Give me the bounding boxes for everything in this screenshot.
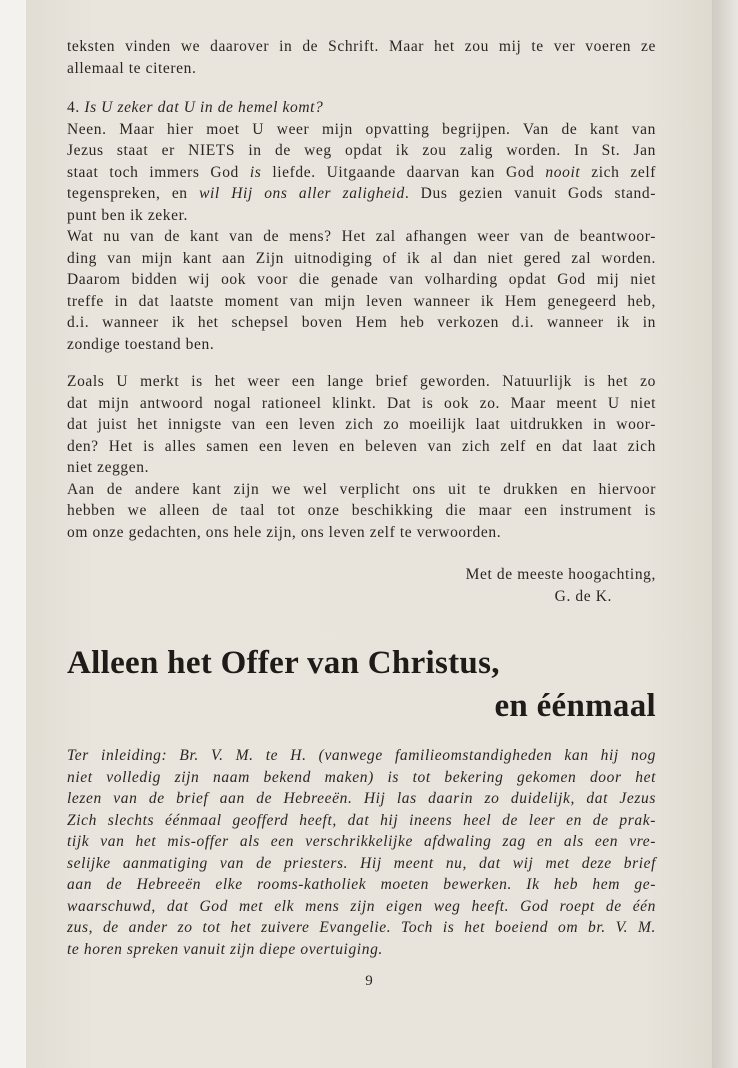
text-line bbox=[67, 436, 656, 458]
text-line bbox=[67, 745, 656, 767]
text-segment: niet volledig zijn naam bekend maken) is tot bekering gekomen door het bbox=[67, 768, 656, 786]
text-line bbox=[67, 810, 656, 832]
closing-paragraph bbox=[67, 371, 656, 543]
text-line bbox=[67, 917, 656, 939]
text-line bbox=[67, 831, 656, 853]
text-line bbox=[67, 393, 656, 415]
text-line bbox=[67, 183, 656, 205]
italic-text: wil Hij ons aller zaligheid bbox=[199, 185, 405, 202]
text-segment: Jezus staat er NIETS in de weg opdat ik zou zalig worden. In St. Jan bbox=[67, 142, 656, 159]
text-line bbox=[67, 767, 656, 789]
text-segment: waarschuwd, dat God met elk mens zijn eigen weg heeft. God roept de één bbox=[67, 897, 656, 915]
text-segment: aan de Hebreeën elke rooms-katholiek moeten bewerken. Ik heb hem ge- bbox=[67, 876, 656, 893]
text-line bbox=[67, 896, 656, 918]
text-segment: allemaal te citeren. bbox=[67, 59, 197, 77]
text-line bbox=[67, 457, 656, 479]
text-segment: punt ben ik zeker. bbox=[67, 206, 188, 224]
text-segment: te horen spreken vanuit zijn diepe overtuiging. bbox=[67, 940, 383, 958]
text-segment: dat juist het innigste van een leven zich zo moeilijk laat uitdrukken in woor- bbox=[67, 416, 656, 433]
text-segment: liefde. Uitgaande daarvan kan God bbox=[261, 163, 546, 181]
text-segment: zus, de ander zo tot het zuivere Evangelie. Toch is het boeiend om br. V. M. bbox=[67, 919, 656, 936]
article-intro bbox=[67, 745, 656, 960]
text-segment: hebben we alleen de taal tot onze beschikking die maar een instrument is bbox=[67, 502, 656, 519]
text-line bbox=[67, 226, 656, 248]
text-line bbox=[67, 291, 656, 313]
text-segment: Daarom bidden wij ook voor die genade van volharding opdat God mij niet bbox=[67, 271, 656, 288]
text-segment: selijke aanmatiging van de priesters. Hij meent nu, dat wij met deze brief bbox=[67, 854, 656, 872]
text-line bbox=[67, 140, 656, 162]
text-line bbox=[67, 939, 656, 961]
text-line bbox=[67, 371, 656, 393]
text-segment: om onze gedachten, ons hele zijn, ons leven zelf te verwoorden. bbox=[67, 523, 502, 541]
text-line bbox=[67, 269, 656, 291]
text-segment: 4. bbox=[67, 99, 85, 116]
text-line bbox=[67, 500, 656, 522]
page-number: 9 bbox=[365, 973, 373, 989]
text-line bbox=[67, 788, 656, 810]
text-segment: Neen. Maar hier moet U weer mijn opvatting begrijpen. Van de kant van bbox=[67, 120, 656, 138]
text-segment: zich zelf bbox=[580, 163, 657, 181]
text-segment: teksten vinden we daarover in de Schrift. Maar het zou mij te ver voeren ze bbox=[67, 38, 656, 55]
text-segment: tegenspreken, en bbox=[67, 185, 200, 202]
text-segment: d.i. wanneer ik het schepsel boven Hem heb verkozen d.i. wanneer ik in bbox=[67, 314, 656, 331]
letter-paragraph-top bbox=[67, 36, 656, 79]
text-line bbox=[67, 312, 656, 334]
text-line bbox=[67, 853, 656, 875]
article-title-line2: en éénmaal bbox=[494, 688, 656, 724]
text-line bbox=[67, 58, 656, 80]
text-segment: Ter inleiding: Br. V. M. te H. (vanwege familieomstandigheden kan hij nog bbox=[67, 747, 656, 764]
text-line bbox=[67, 414, 656, 436]
article-title-line1: Alleen het Offer van Christus, bbox=[67, 645, 500, 681]
text-segment: Aan de andere kant zijn we wel verplicht ons uit te drukken en hiervoor bbox=[67, 480, 656, 498]
text-segment: Zoals U merkt is het weer een lange brief geworden. Natuurlijk is het zo bbox=[67, 373, 656, 390]
text-segment: staat toch immers God bbox=[67, 163, 250, 181]
signature-name: G. de K. bbox=[554, 587, 612, 605]
text-segment: den? Het is alles samen een leven en beleven van zich zelf en dat laat zich bbox=[67, 437, 656, 455]
text-segment: zondige toestand ben. bbox=[67, 335, 215, 353]
text-segment: treffe in dat laatste moment van mijn leven wanneer ik Hem genegeerd heb, bbox=[67, 292, 656, 310]
text-segment: . Dus gezien vanuit Gods stand- bbox=[404, 185, 656, 202]
italic-text: nooit bbox=[545, 163, 581, 181]
text-segment: Zich slechts éénmaal geofferd heeft, dat hij ineens heel de leer en de prak- bbox=[67, 811, 656, 829]
text-line bbox=[67, 205, 656, 227]
text-line bbox=[67, 334, 656, 356]
text-segment: niet zeggen. bbox=[67, 459, 150, 476]
italic-text: is bbox=[249, 163, 262, 181]
text-segment: Wat nu van de kant van de mens? Het zal afhangen weer van de beantwoor- bbox=[67, 228, 656, 245]
text-line bbox=[67, 119, 656, 141]
question-4-section bbox=[67, 97, 656, 355]
text-segment: dat mijn antwoord nogal rationeel klinkt. Dat is ook zo. Maar meent U niet bbox=[67, 394, 656, 412]
page-edge bbox=[712, 0, 738, 1068]
text-line bbox=[67, 479, 656, 501]
text-line bbox=[67, 97, 656, 119]
italic-text: Is U zeker dat U in de hemel komt? bbox=[84, 99, 324, 116]
text-line bbox=[67, 248, 656, 270]
text-line bbox=[67, 522, 656, 544]
text-segment: ding van mijn kant aan Zijn uitnodiging of ik al dan niet gered zal worden. bbox=[67, 249, 656, 267]
text-line bbox=[67, 162, 656, 184]
signature-greeting: Met de meeste hoogachting, bbox=[465, 566, 656, 583]
text-line bbox=[67, 36, 656, 58]
signature bbox=[67, 564, 656, 607]
text-segment: tijk van het mis-offer als een verschrikkelijke afdwaling zag en als een vre- bbox=[67, 833, 656, 850]
text-line bbox=[67, 874, 656, 896]
text-segment: lezen van de brief aan de Hebreeën. Hij las daarin zo duidelijk, dat Jezus bbox=[67, 790, 656, 807]
